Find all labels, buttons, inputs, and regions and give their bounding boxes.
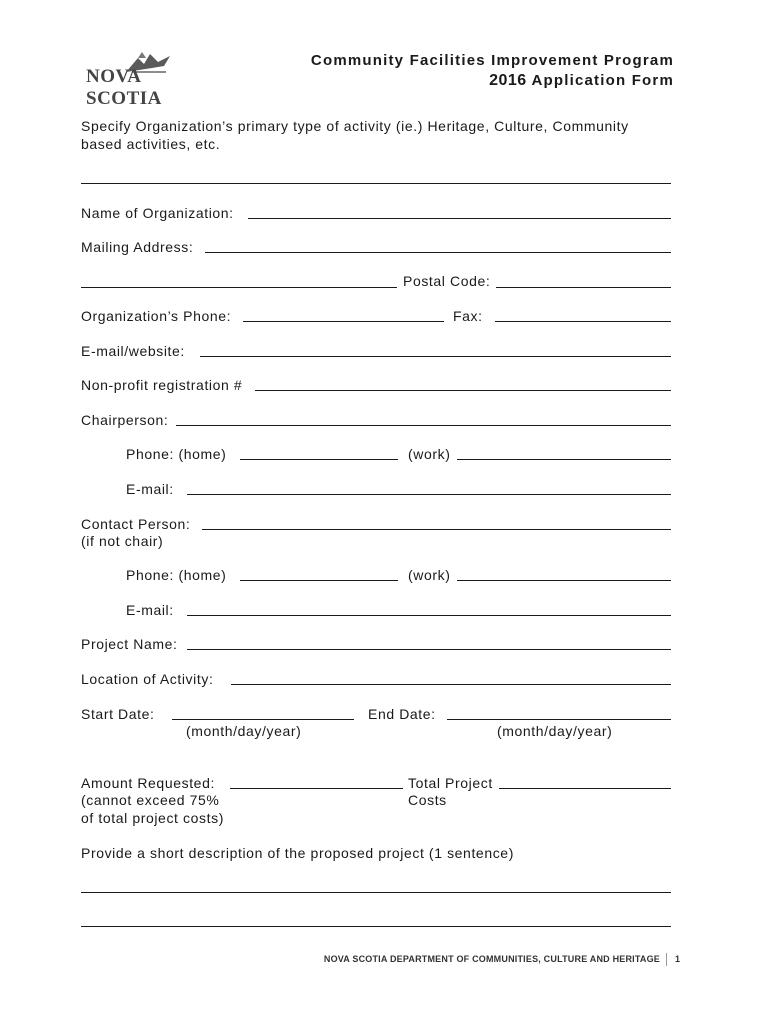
description-label: Provide a short description of the proposed project (1 sentence) bbox=[81, 845, 514, 861]
chair-home-phone-label: Phone: (home) bbox=[126, 446, 227, 462]
chair-email-field[interactable] bbox=[187, 494, 671, 495]
form-title-line2 bbox=[489, 72, 674, 90]
contact-person-label: Contact Person: bbox=[81, 516, 191, 532]
contact-work-phone-label: (work) bbox=[408, 567, 451, 583]
postal-code-label: Postal Code: bbox=[403, 273, 491, 289]
org-name-field[interactable] bbox=[248, 218, 671, 219]
nonprofit-registration-field[interactable] bbox=[255, 390, 671, 391]
contact-email-label: E-mail: bbox=[126, 602, 174, 618]
project-name-field[interactable] bbox=[187, 649, 671, 650]
amount-cap-note-line2: of total project costs) bbox=[81, 810, 224, 826]
description-field-line2[interactable] bbox=[81, 926, 671, 927]
mailing-address-field-2[interactable] bbox=[81, 287, 397, 288]
activity-type-prompt-line1: Specify Organization’s primary type of activity (ie.) Heritage, Culture, Community bbox=[81, 118, 629, 134]
total-costs-field[interactable] bbox=[499, 788, 671, 789]
start-date-label: Start Date: bbox=[81, 706, 155, 722]
total-costs-label-line2: Costs bbox=[408, 792, 447, 808]
nonprofit-registration-label: Non-profit registration # bbox=[81, 377, 243, 393]
activity-type-field[interactable] bbox=[81, 183, 671, 184]
start-date-format-hint: (month/day/year) bbox=[186, 723, 302, 739]
email-website-label: E-mail/website: bbox=[81, 343, 185, 359]
contact-person-note: (if not chair) bbox=[81, 533, 164, 549]
chairperson-field[interactable] bbox=[176, 425, 671, 426]
amount-requested-field[interactable] bbox=[230, 788, 403, 789]
form-title-line1: Community Facilities Improvement Program bbox=[310, 52, 674, 69]
form-title-rest: Application Form bbox=[526, 72, 674, 89]
chair-home-phone-field[interactable] bbox=[240, 459, 398, 460]
contact-home-phone-label: Phone: (home) bbox=[126, 567, 227, 583]
nova-scotia-logo bbox=[86, 50, 206, 109]
email-website-field[interactable] bbox=[200, 356, 671, 357]
chairperson-label: Chairperson: bbox=[81, 412, 169, 428]
org-phone-field[interactable] bbox=[243, 321, 444, 322]
total-costs-label-line1: Total Project bbox=[408, 775, 493, 791]
location-label: Location of Activity: bbox=[81, 671, 214, 687]
contact-home-phone-field[interactable] bbox=[240, 580, 398, 581]
form-year: 2016 bbox=[489, 72, 527, 89]
end-date-field[interactable] bbox=[447, 719, 671, 720]
amount-cap-note-line1: (cannot exceed 75% bbox=[81, 792, 220, 808]
description-field-line1[interactable] bbox=[81, 892, 671, 893]
chair-work-phone-label: (work) bbox=[408, 446, 451, 462]
logo-wordmark: NOVA SCOTIA bbox=[86, 66, 162, 109]
footer-separator bbox=[666, 953, 667, 966]
mailing-address-label: Mailing Address: bbox=[81, 239, 194, 255]
footer-department: NOVA SCOTIA DEPARTMENT OF COMMUNITIES, CULTURE AND HERITAGE bbox=[323, 954, 660, 964]
fax-label: Fax: bbox=[453, 308, 483, 324]
location-field[interactable] bbox=[231, 684, 671, 685]
mailing-address-field[interactable] bbox=[205, 252, 671, 253]
activity-type-prompt-line2: based activities, etc. bbox=[81, 136, 221, 152]
project-name-label: Project Name: bbox=[81, 636, 178, 652]
contact-email-field[interactable] bbox=[187, 615, 671, 616]
chair-work-phone-field[interactable] bbox=[457, 459, 671, 460]
amount-requested-label: Amount Requested: bbox=[81, 775, 215, 791]
start-date-field[interactable] bbox=[172, 719, 354, 720]
org-phone-label: Organization’s Phone: bbox=[81, 308, 232, 324]
page-number: 1 bbox=[675, 954, 681, 964]
postal-code-field[interactable] bbox=[496, 287, 671, 288]
end-date-format-hint: (month/day/year) bbox=[497, 723, 613, 739]
end-date-label: End Date: bbox=[368, 706, 436, 722]
org-name-label: Name of Organization: bbox=[81, 205, 234, 221]
fax-field[interactable] bbox=[495, 321, 671, 322]
contact-person-field[interactable] bbox=[202, 529, 671, 530]
chair-email-label: E-mail: bbox=[126, 481, 174, 497]
contact-work-phone-field[interactable] bbox=[457, 580, 671, 581]
